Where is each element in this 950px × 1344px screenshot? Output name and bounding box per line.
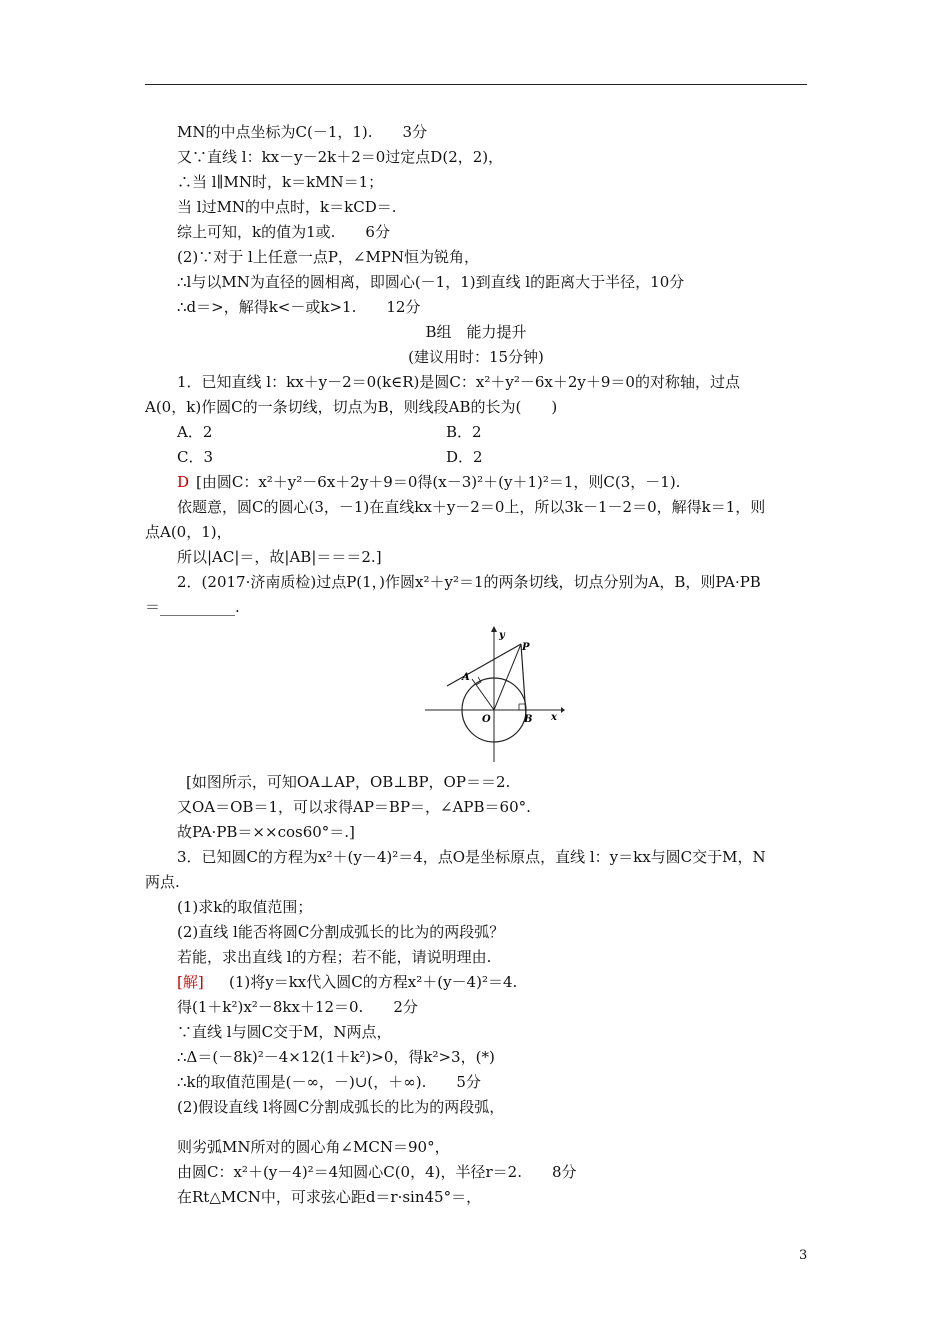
text-line: 则劣弧MN所对的圆心角∠MCN＝90°， <box>177 1138 450 1156</box>
label-a: A <box>462 672 470 683</box>
label-b: B <box>524 714 533 725</box>
text-line: ∴k的取值范围是(－∞，－)∪(，＋∞). 5分 <box>177 1073 481 1091</box>
text-line: MN的中点坐标为C(－1，1). 3分 <box>177 123 428 141</box>
text-line: 当 l过MN的中点时，k＝kCD＝. <box>177 198 397 216</box>
text-line: ∴d＝>，解得k<－或k>1. 12分 <box>177 298 421 316</box>
text-line: 故PA·PB＝××cos60°＝.] <box>177 823 355 841</box>
text-line: (2)假设直线 l将圆C分割成弧长的比为的两段弧， <box>177 1098 505 1116</box>
x-axis-arrow <box>561 707 565 713</box>
text-line: [如图所示，可知OA⊥AP，OB⊥BP，OP＝＝2. <box>186 773 511 791</box>
text-line: 由圆C：x²＋(y－4)²＝4知圆心C(0，4)，半径r＝2. 8分 <box>177 1163 577 1181</box>
text-line: 2．(2017·济南质检)过点P(1，)作圆x²＋y²＝1的两条切线，切点分别为A，B，则PA·PB <box>177 573 761 591</box>
text-line: 若能，求出直线 l的方程；若不能，请说明理由. <box>177 948 492 966</box>
text-line: 所以|AC|＝，故|AB|＝＝＝2.] <box>177 548 382 566</box>
text-line: ∴Δ＝(－8k)²－4×12(1＋k²)>0，得k²>3，(*) <box>177 1048 495 1066</box>
header-rule <box>145 84 807 85</box>
text-line: 依题意，圆C的圆心(3，－1)在直线kx＋y－2＝0上，所以3k－1－2＝0，解得k＝1，则 <box>177 498 766 516</box>
answer-label: D <box>177 473 190 491</box>
text-line: A(0，k)作圆C的一条切线，切点为B，则线段AB的长为( ) <box>145 398 558 416</box>
section-heading: B组 能力提升 <box>425 323 527 341</box>
text-line: 3．已知圆C的方程为x²＋(y－4)²＝4，点O是坐标原点，直线 l：y＝kx与圆C交于M，N <box>177 848 766 866</box>
text-line: ∴当 l∥MN时，k＝kMN＝1； <box>177 173 384 191</box>
text-line: [由圆C：x²＋y²－6x＋2y＋9＝0得(x－3)²＋(y＋1)²＝1，则C(3，－1). <box>196 473 681 491</box>
choice-d: D．2 <box>446 448 483 466</box>
choice-b: B．2 <box>446 423 482 441</box>
text-line: ＝__________. <box>145 598 240 616</box>
text-line: 点A(0，1)， <box>145 523 232 541</box>
label-y: y <box>499 630 505 641</box>
right-angle-a <box>476 677 481 685</box>
text-line: 两点. <box>145 873 180 891</box>
tangent-figure <box>425 624 565 762</box>
label-o: O <box>482 714 491 725</box>
text-line: (1)将y＝kx代入圆C的方程x²＋(y－4)²＝4. <box>229 973 518 991</box>
tangent-pb <box>521 644 526 716</box>
text-line: ∵直线 l与圆C交于M，N两点， <box>177 1023 392 1041</box>
choice-a: A．2 <box>177 423 213 441</box>
text-line: 1．已知直线 l：kx＋y－2＝0(k∈R)是圆C：x²＋y²－6x＋2y＋9＝0的对称轴，过点 <box>177 373 740 391</box>
right-angle-b <box>519 704 525 710</box>
section-subheading: (建议用时：15分钟) <box>408 348 544 366</box>
text-line: 又∵直线 l：kx－y－2k＋2＝0过定点D(2，2)， <box>177 148 504 166</box>
y-axis-arrow <box>491 626 497 632</box>
text-line: ∴l与以MN为直径的圆相离，即圆心(－1，1)到直线 l的距离大于半径，10分 <box>177 273 685 291</box>
choice-c: C．3 <box>177 448 214 466</box>
label-x: x <box>551 712 557 723</box>
text-line: 在Rt△MCN中，可求弦心距d＝r·sin45°＝， <box>177 1188 482 1206</box>
text-line: 又OA＝OB＝1，可以求得AP＝BP＝，∠APB＝60°. <box>177 798 531 816</box>
text-line: (2)直线 l能否将圆C分割成弧长的比为的两段弧？ <box>177 923 505 941</box>
segment-op <box>494 644 521 710</box>
label-p: P <box>522 642 530 653</box>
solution-label: [解] <box>177 973 204 991</box>
text-line: (2)∵对于 l上任意一点P，∠MPN恒为锐角， <box>177 248 480 266</box>
text-line: 综上可知，k的值为1或. 6分 <box>177 223 390 241</box>
text-line: (1)求k的取值范围； <box>177 898 313 916</box>
segment-oa <box>472 679 494 710</box>
text-line: 得(1＋k²)x²－8kx＋12＝0. 2分 <box>177 998 418 1016</box>
page-number: 3 <box>799 1248 808 1263</box>
